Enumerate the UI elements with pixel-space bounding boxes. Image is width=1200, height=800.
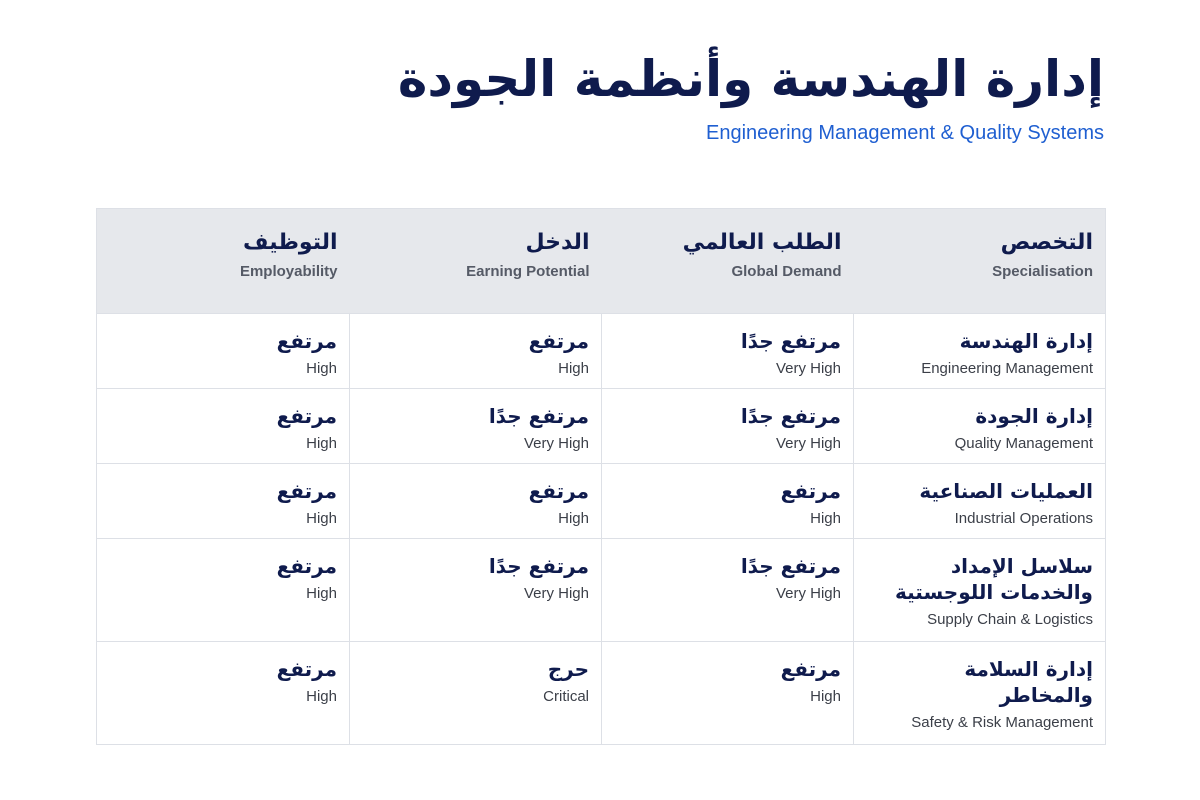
cell-earning-potential (350, 314, 602, 389)
column-header-label-en: Specialisation (992, 263, 1093, 280)
column-header-label-en: Global Demand (731, 263, 842, 280)
cell-value-ar: مرتفع جدًا (488, 404, 589, 428)
cell-global-demand (602, 389, 854, 464)
cell-value-en: High (306, 510, 337, 527)
cell-value-ar: مرتفع (276, 404, 337, 428)
cell-global-demand (602, 539, 854, 642)
table-row (97, 464, 1106, 539)
column-header-label-ar: التوظيف (243, 230, 338, 255)
table-row (97, 389, 1106, 464)
cell-value-ar: مرتفع (780, 657, 841, 681)
page-header (398, 44, 1104, 145)
table-row (97, 314, 1106, 389)
cell-employability (97, 539, 350, 642)
cell-value-en: Supply Chain & Logistics (927, 611, 1093, 628)
cell-value-ar: سلاسل الإمداد والخدمات اللوجستية (894, 554, 1093, 604)
cell-specialisation (854, 642, 1106, 745)
column-header-specialisation (854, 209, 1106, 314)
column-header-label-en: Earning Potential (466, 263, 590, 280)
comparison-table (96, 208, 1106, 745)
column-header-label-ar: الدخل (525, 230, 590, 255)
cell-value-en: Very High (775, 360, 841, 377)
page-subtitle: Engineering Management & Quality Systems (706, 122, 1104, 144)
cell-earning-potential (350, 389, 602, 464)
cell-global-demand (602, 464, 854, 539)
cell-value-en: Very High (775, 435, 841, 452)
cell-value-ar: العمليات الصناعية (919, 479, 1093, 503)
cell-value-en: Quality Management (954, 435, 1093, 452)
cell-employability (97, 314, 350, 389)
column-header-label-en: Employability (239, 263, 338, 280)
cell-earning-potential (350, 464, 602, 539)
cell-value-ar: مرتفع (528, 479, 589, 503)
cell-value-ar: إدارة الهندسة (959, 329, 1093, 353)
cell-value-ar: مرتفع (276, 479, 337, 503)
cell-value-ar: مرتفع (276, 554, 337, 578)
column-header-employability (97, 209, 350, 314)
cell-value-en: Industrial Operations (954, 510, 1093, 527)
cell-value-en: High (306, 688, 337, 705)
cell-value-en: High (810, 510, 841, 527)
cell-value-en: Very High (523, 585, 589, 602)
cell-earning-potential (350, 642, 602, 745)
cell-value-ar: إدارة الجودة (975, 404, 1093, 428)
cell-value-en: High (306, 585, 337, 602)
column-header-global-demand (602, 209, 854, 314)
table-row (97, 642, 1106, 745)
cell-value-en: Very High (523, 435, 589, 452)
cell-value-ar: مرتفع جدًا (740, 329, 841, 353)
cell-value-ar: مرتفع (528, 329, 589, 353)
cell-value-en: High (810, 688, 841, 705)
cell-value-en: Engineering Management (921, 360, 1093, 377)
page-title: إدارة الهندسة وأنظمة الجودة (397, 50, 1104, 108)
cell-specialisation (854, 539, 1106, 642)
cell-specialisation (854, 464, 1106, 539)
cell-value-ar: مرتفع (780, 479, 841, 503)
table-header-row (97, 209, 1106, 314)
cell-global-demand (602, 642, 854, 745)
column-header-earning-potential (350, 209, 602, 314)
cell-value-en: High (306, 435, 337, 452)
cell-employability (97, 642, 350, 745)
cell-employability (97, 464, 350, 539)
cell-value-ar: مرتفع (276, 329, 337, 353)
cell-value-ar: حرج (547, 657, 589, 681)
cell-global-demand (602, 314, 854, 389)
cell-value-ar: مرتفع (276, 657, 337, 681)
cell-earning-potential (350, 539, 602, 642)
cell-specialisation (854, 314, 1106, 389)
cell-employability (97, 389, 350, 464)
cell-specialisation (854, 389, 1106, 464)
table-row (97, 539, 1106, 642)
cell-value-en: Very High (775, 585, 841, 602)
cell-value-en: Safety & Risk Management (911, 714, 1093, 731)
cell-value-ar: إدارة السلامة والمخاطر (964, 657, 1093, 707)
cell-value-en: High (306, 360, 337, 377)
cell-value-ar: مرتفع جدًا (740, 404, 841, 428)
cell-value-en: Critical (543, 688, 589, 705)
cell-value-en: High (558, 360, 589, 377)
column-header-label-ar: الطلب العالمي (682, 230, 842, 255)
cell-value-en: High (558, 510, 589, 527)
cell-value-ar: مرتفع جدًا (488, 554, 589, 578)
cell-value-ar: مرتفع جدًا (740, 554, 841, 578)
column-header-label-ar: التخصص (1000, 230, 1093, 255)
